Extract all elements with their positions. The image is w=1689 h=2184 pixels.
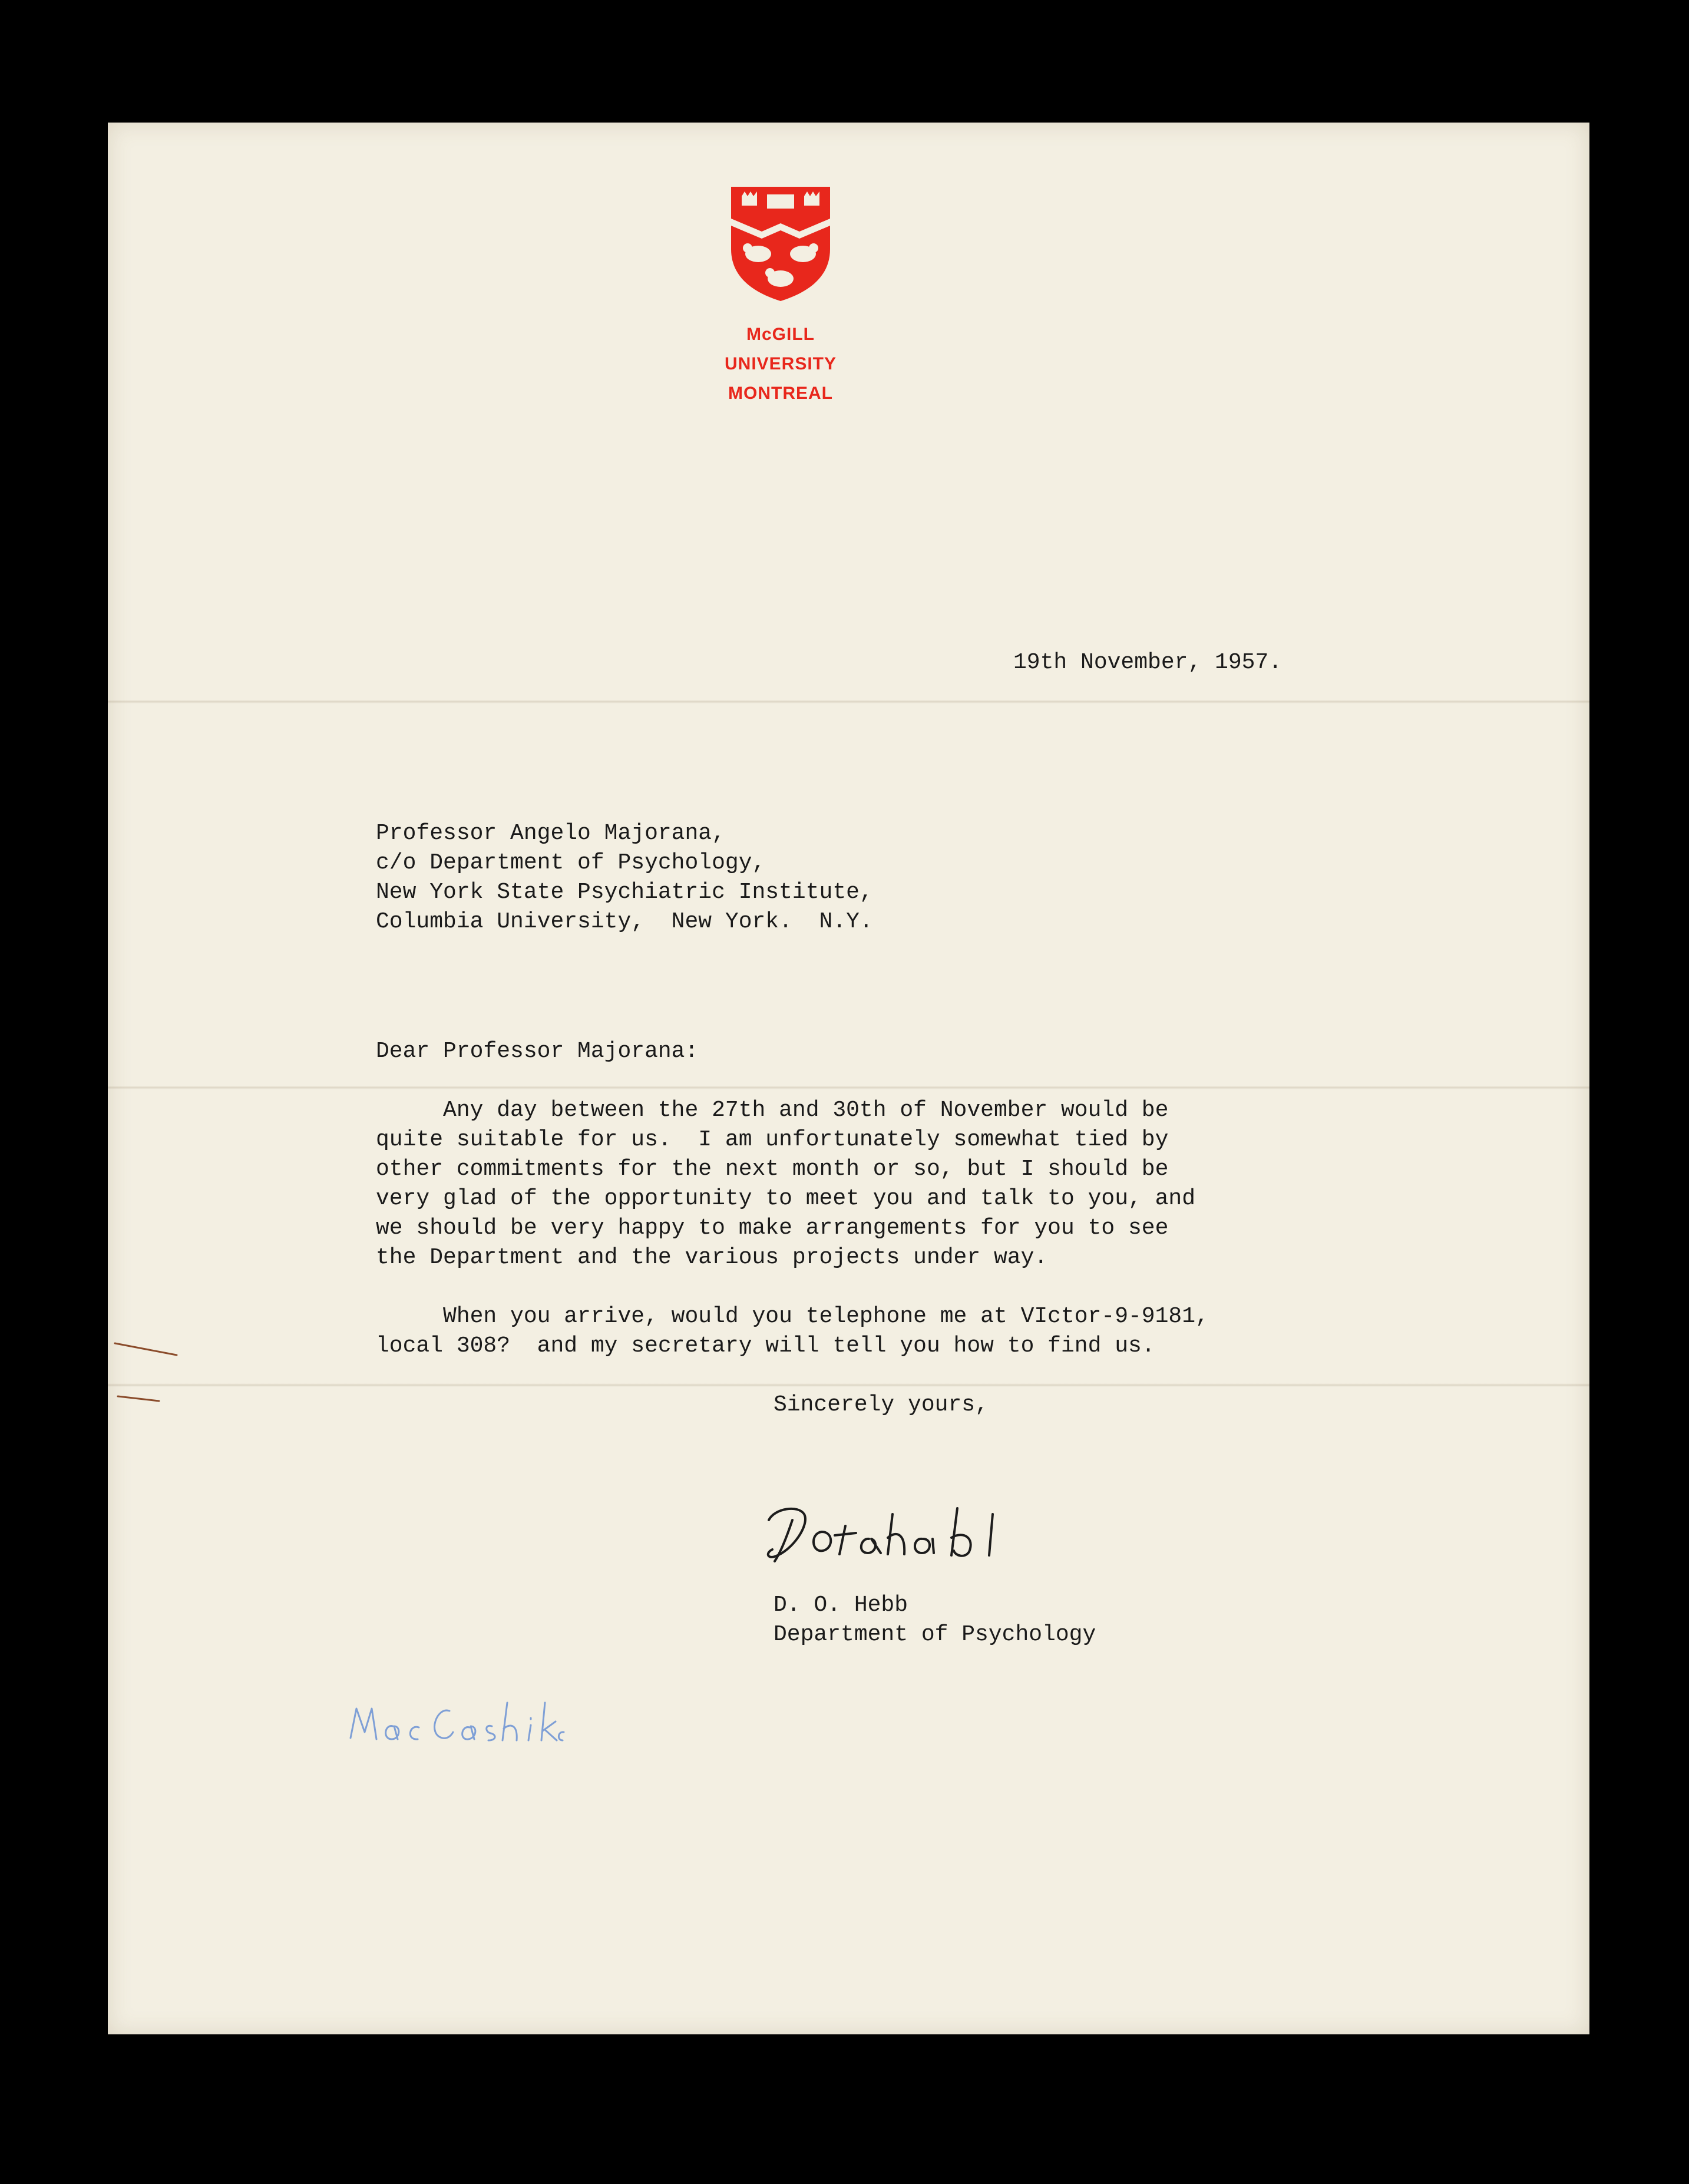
body-line: we should be very happy to make arrangements for you to see <box>376 1215 1169 1241</box>
salutation: Dear Professor Majorana: <box>376 1039 699 1064</box>
body-line: When you arrive, would you telephone me at VIctor-9-9181, <box>376 1304 1209 1329</box>
university-name: McGILL UNIVERSITY <box>724 325 837 374</box>
fold-line <box>108 1086 1589 1089</box>
body-line: the Department and the various projects under way. <box>376 1245 1048 1270</box>
recipient-address <box>376 819 873 937</box>
body-line: very glad of the opportunity to meet you and talk to you, and <box>376 1186 1196 1211</box>
fold-line <box>108 1383 1589 1387</box>
letter-body <box>376 1096 1209 1361</box>
signer-department: Department of Psychology <box>774 1622 1096 1647</box>
body-line: other commitments for the next month or so, but I should be <box>376 1157 1169 1182</box>
handwritten-signature <box>757 1496 1028 1573</box>
body-line: quite suitable for us. I am unfortunately somewhat tied by <box>376 1127 1169 1152</box>
fold-line <box>108 700 1589 703</box>
letter-date: 19th November, 1957. <box>1013 650 1283 675</box>
letter-page <box>108 123 1589 2034</box>
body-line: Any day between the 27th and 30th of November would be <box>376 1098 1169 1123</box>
address-line: c/o Department of Psychology, <box>376 850 766 875</box>
address-line: New York State Psychiatric Institute, <box>376 880 873 905</box>
handwritten-note <box>345 1685 568 1756</box>
signer-block <box>774 1591 1096 1650</box>
rust-stain-mark <box>112 1337 183 1408</box>
body-line: local 308? and my secretary will tell you how to find us. <box>376 1333 1155 1359</box>
address-line: Columbia University, New York. N.Y. <box>376 909 873 934</box>
signer-name: D. O. Hebb <box>774 1592 908 1618</box>
closing: Sincerely yours, <box>774 1392 989 1418</box>
letterhead <box>689 184 872 408</box>
university-city: MONTREAL <box>728 384 833 403</box>
mcgill-crest-icon <box>729 184 832 302</box>
address-line: Professor Angelo Majorana, <box>376 821 725 846</box>
